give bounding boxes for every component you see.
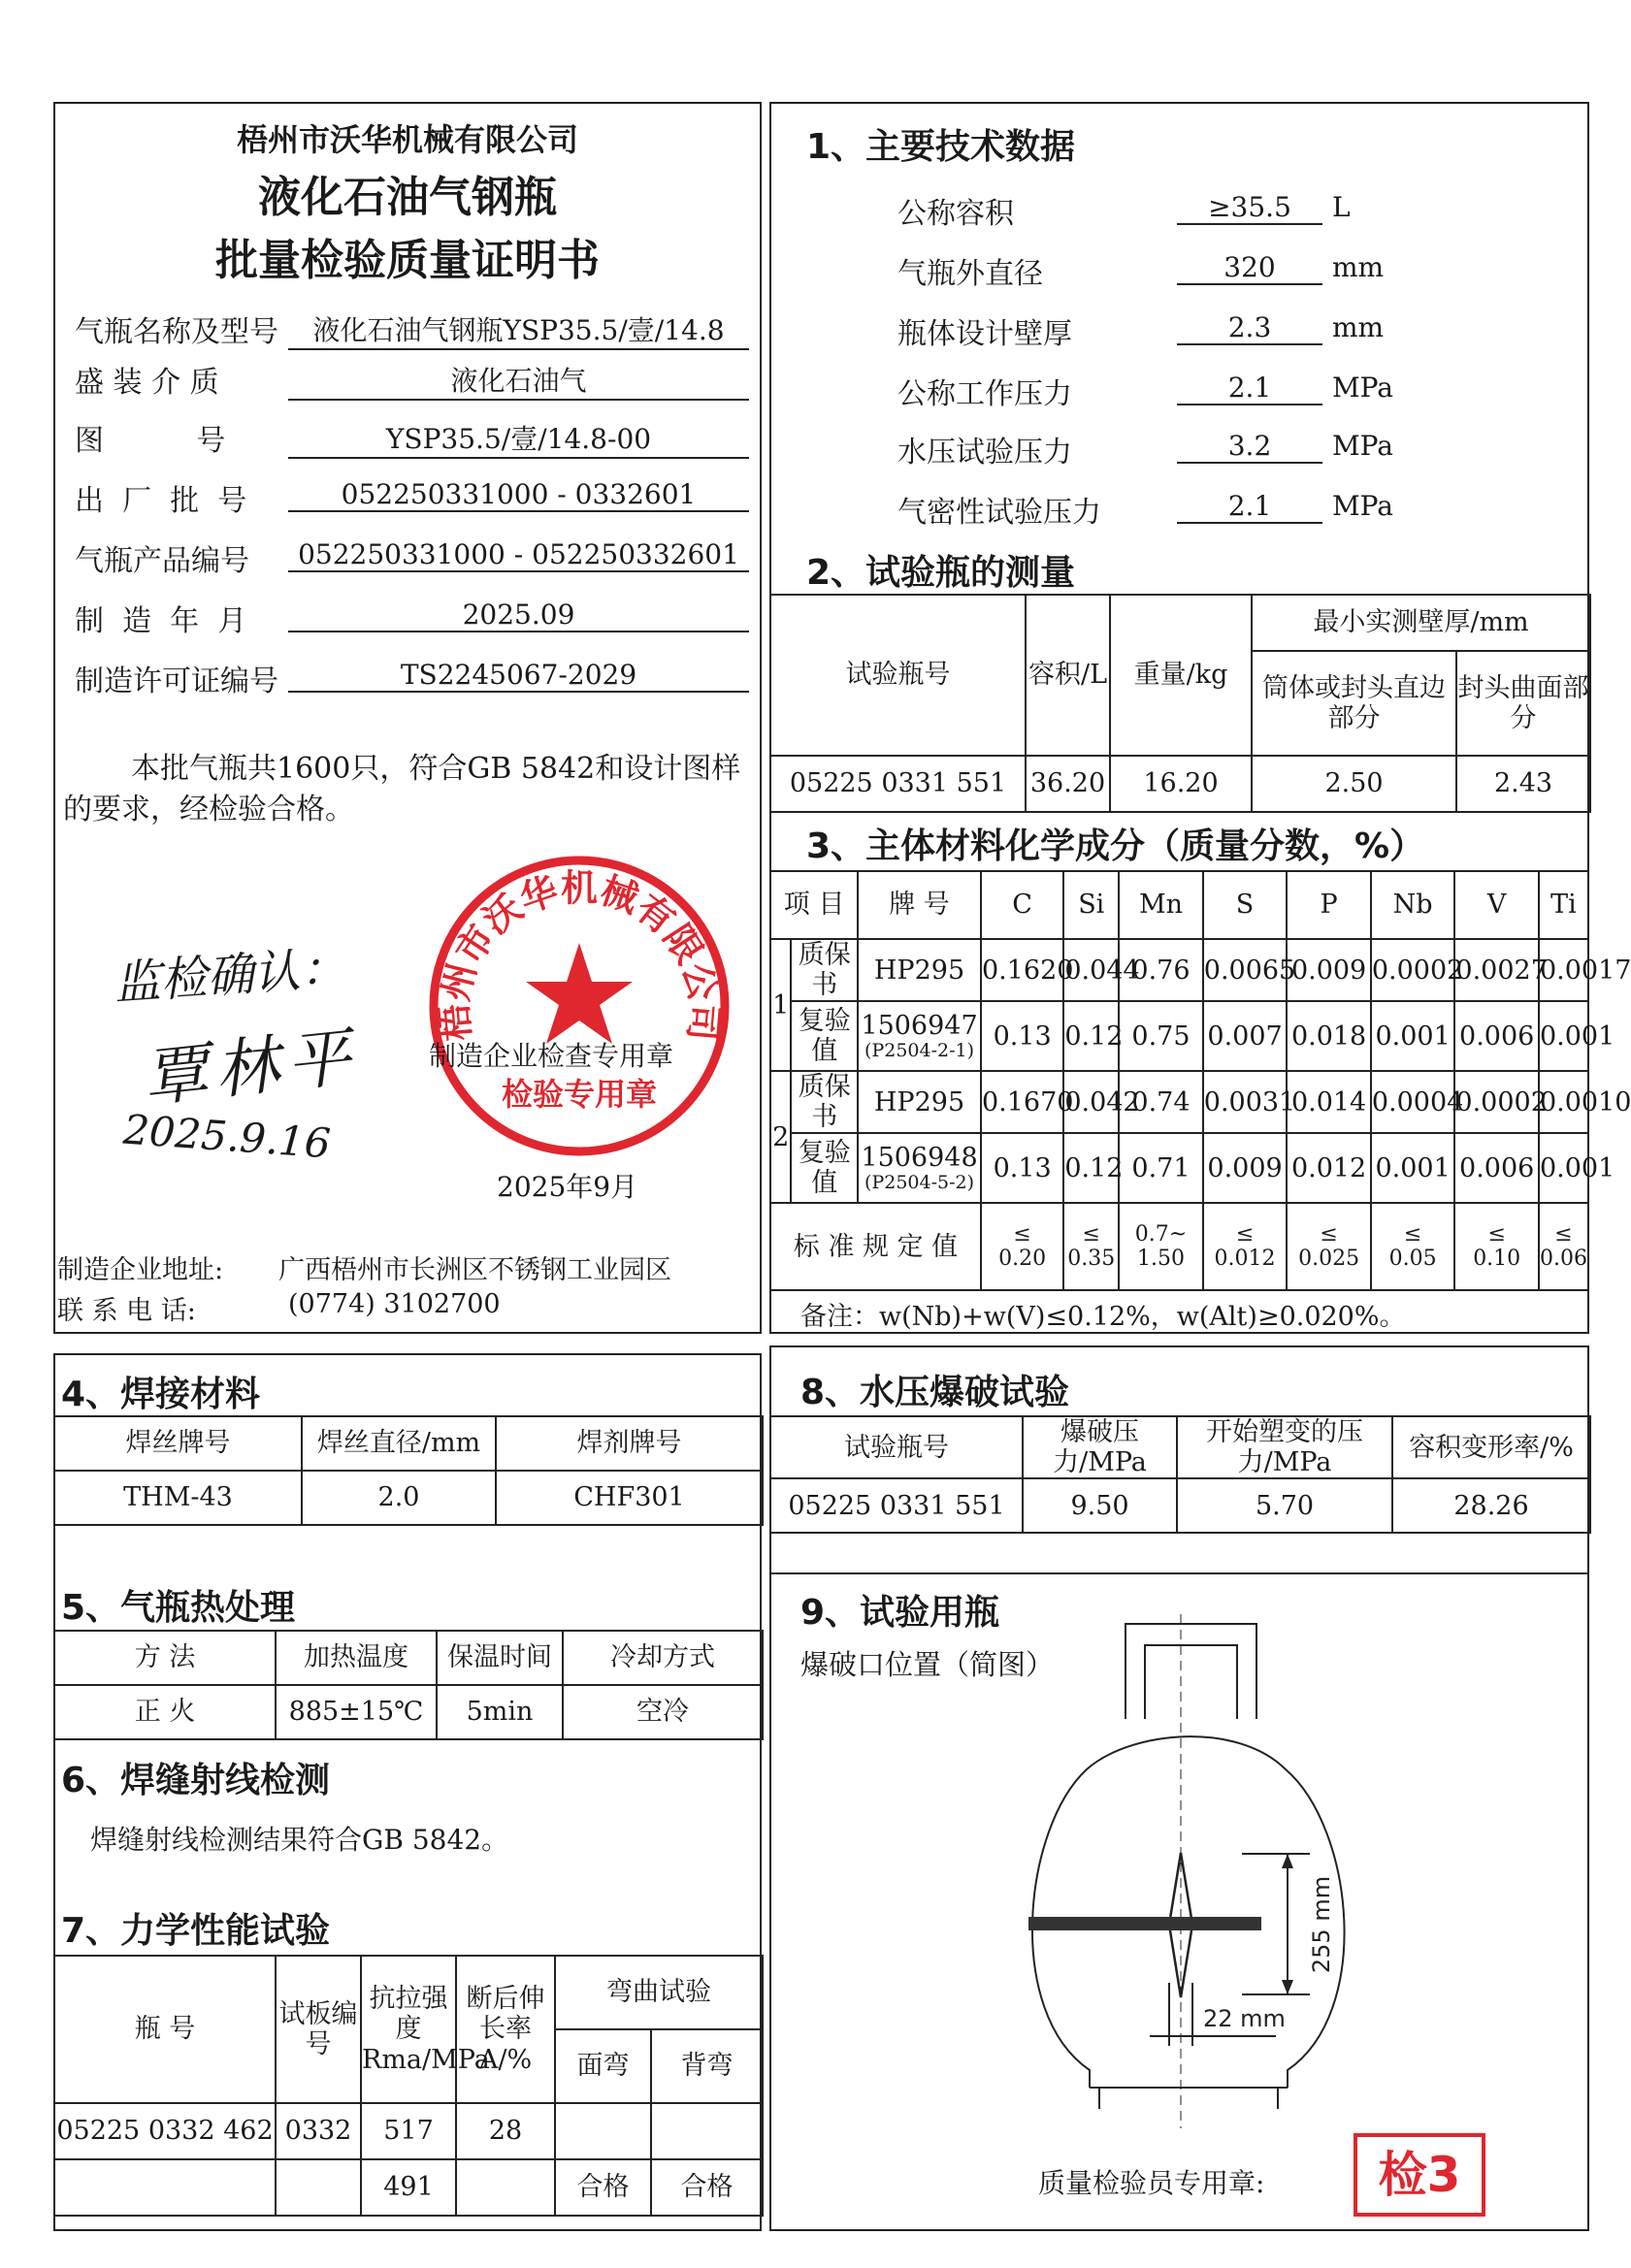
std-label: 标 准 规 定 值: [770, 1203, 981, 1290]
th-element: Nb: [1371, 871, 1455, 939]
th-diameter: 焊丝直径/mm: [302, 1416, 496, 1471]
tech-value: 2.3: [1177, 311, 1322, 345]
th-burst-pressure: 爆破压力/MPa: [1023, 1416, 1177, 1478]
group-id: 1: [770, 939, 791, 1071]
element-value: 0.1670: [981, 1071, 1063, 1133]
dimension-vertical: 255 mm: [1308, 1875, 1335, 1974]
element-value: 0.13: [981, 1133, 1063, 1203]
cell-bottle-no: 05225 0331 551: [770, 756, 1026, 812]
th-head: 封头曲面部分: [1456, 651, 1590, 756]
th-volume-ratio: 容积变形率/%: [1392, 1416, 1590, 1478]
element-value: 0.007: [1203, 1001, 1288, 1071]
chemistry-note: 备注：w(Nb)+w(V)≤0.12%，w(Alt)≥0.020%。: [800, 1302, 1406, 1332]
info-value: 2025.09: [288, 599, 749, 632]
tech-label: 气瓶外直径: [897, 257, 1043, 291]
element-value: 0.0004: [1371, 1071, 1455, 1133]
heat-treatment-table: [53, 1630, 764, 1740]
section-8-divider: [769, 1572, 1589, 1574]
section-5-title: 5、气瓶热处理: [61, 1588, 296, 1628]
cell-face: 合格: [555, 2159, 651, 2216]
row-grade: [858, 1071, 981, 1133]
cell-face-empty: [555, 2103, 651, 2159]
inspector-stamp: 检3: [1354, 2133, 1485, 2217]
th-burst-bottle: 试验瓶号: [770, 1416, 1023, 1478]
section-7-title: 7、力学性能试验: [61, 1911, 331, 1951]
cell-burst-pressure: 9.50: [1023, 1478, 1177, 1533]
element-value: 0.009: [1203, 1133, 1288, 1203]
cell-empty-a: [54, 2159, 276, 2216]
dimension-horizontal: 22 mm: [1203, 2005, 1286, 2032]
cell-weight: 16.20: [1110, 756, 1252, 812]
section-2-title: 2、试验瓶的测量: [806, 553, 1076, 593]
std-limit: ≤: [1320, 1221, 1338, 1247]
cell-head: 2.43: [1456, 756, 1590, 812]
std-value: [1371, 1203, 1455, 1290]
th-yield-pressure: 开始塑变的压力/MPa: [1177, 1416, 1392, 1478]
section-1-title: 1、主要技术数据: [806, 127, 1076, 167]
info-value: 液化石油气钢瓶YSP35.5/壹/14.8: [288, 309, 749, 350]
tech-value: 2.1: [1177, 372, 1322, 405]
certificate-panel: [53, 102, 762, 1334]
std-limit: ≤: [1554, 1221, 1573, 1247]
seal-caption: 制造企业检查专用章: [429, 1040, 674, 1072]
burst-table: [769, 1415, 1591, 1534]
th-element: Mn: [1119, 871, 1203, 939]
info-label: 图 号: [75, 424, 226, 458]
element-value: 0.13: [981, 1001, 1063, 1071]
th-tensile: 抗拉强度Rma/MPa: [361, 1956, 456, 2103]
section-8-title: 8、水压爆破试验: [800, 1373, 1070, 1412]
element-value: 0.74: [1119, 1071, 1203, 1133]
tech-unit: MPa: [1332, 490, 1393, 522]
element-value: 0.001: [1539, 1001, 1588, 1071]
address-label: 制造企业地址:: [57, 1255, 224, 1285]
signature-date: 2025.9.16: [121, 1105, 333, 1168]
th-cool: 冷却方式: [563, 1631, 763, 1685]
row-type: 质保书: [791, 939, 858, 1001]
element-value: 0.12: [1063, 1001, 1119, 1071]
technical-panel: [769, 102, 1631, 1334]
cell-burst-bottle: 05225 0331 551: [770, 1478, 1023, 1533]
cell-elongation: 28: [456, 2103, 555, 2159]
element-value: 0.006: [1454, 1133, 1539, 1203]
std-value: [1287, 1203, 1371, 1290]
th-bottle: 瓶 号: [54, 1956, 276, 2103]
tech-label: 公称容积: [897, 197, 1014, 231]
batch-statement: 本批气瓶共1600只，符合GB 5842和设计图样的要求，经检验合格。: [63, 752, 741, 826]
issue-date: 2025年9月: [497, 1171, 638, 1203]
process-panel: [53, 1353, 762, 2231]
std-value: [1119, 1203, 1203, 1290]
std-number: 0.20: [998, 1247, 1047, 1272]
th-grade: 牌 号: [858, 871, 981, 939]
address-value: 广西梧州市长洲区不锈钢工业园区: [278, 1255, 671, 1285]
th-elongation: 断后伸长率A/%: [456, 1956, 555, 2103]
std-value: [981, 1203, 1063, 1290]
tech-value: 320: [1177, 251, 1322, 285]
row-grade: [858, 1001, 981, 1071]
th-wire: 焊丝牌号: [54, 1416, 302, 1471]
cell-cool: 空冷: [563, 1685, 763, 1739]
cell-back: 合格: [651, 2159, 763, 2216]
element-value: 0.1620: [981, 939, 1063, 1001]
std-value: [1203, 1203, 1288, 1290]
tech-unit: MPa: [1332, 430, 1393, 462]
th-plate: 试板编号: [276, 1956, 361, 2103]
welding-table: [53, 1415, 764, 1526]
tech-unit: MPa: [1332, 372, 1393, 404]
cell-plate: 0332: [276, 2103, 361, 2159]
tech-unit: mm: [1332, 251, 1385, 283]
tech-label: 气密性试验压力: [897, 496, 1101, 530]
th-min-wall: 最小实测壁厚/mm: [1252, 595, 1590, 651]
info-label: 气瓶产品编号: [75, 544, 249, 578]
cell-back-empty: [651, 2103, 763, 2159]
std-value: [1063, 1203, 1119, 1290]
cell-bottle: 05225 0332 462: [54, 2103, 276, 2159]
element-value: 0.001: [1371, 1001, 1455, 1071]
cell-temp: 885±15℃: [276, 1685, 437, 1739]
mechanical-table: [53, 1955, 764, 2217]
element-value: 0.0065: [1203, 939, 1288, 1001]
row-type: 质保书: [791, 1071, 858, 1133]
th-element: Si: [1063, 871, 1119, 939]
element-value: 0.0031: [1203, 1071, 1288, 1133]
info-label: 气瓶名称及型号: [75, 315, 278, 349]
tech-label: 公称工作压力: [897, 377, 1072, 411]
std-limit: ≤: [1403, 1221, 1422, 1247]
document-subtitle: 批量检验质量证明书: [215, 236, 600, 285]
cell-empty-c: [456, 2159, 555, 2216]
element-value: 0.0010: [1539, 1071, 1588, 1133]
grade-main: HP295: [873, 955, 965, 986]
element-value: 0.042: [1063, 1071, 1119, 1133]
tech-label: 水压试验压力: [897, 436, 1072, 470]
phone-value: (0774) 3102700: [288, 1289, 501, 1319]
th-weight: 重量/kg: [1110, 595, 1252, 756]
element-value: 0.76: [1119, 939, 1203, 1001]
std-value: [1539, 1203, 1588, 1290]
info-label: 制造许可证编号: [75, 664, 278, 698]
row-grade: [858, 939, 981, 1001]
cylinder-diagram: [1033, 1604, 1557, 2128]
std-number: 0.05: [1388, 1247, 1437, 1272]
std-number: 0.06: [1539, 1247, 1587, 1272]
cell-empty-b: [276, 2159, 361, 2216]
seal-bottom-text: 检验专用章: [501, 1076, 658, 1113]
th-element: Ti: [1539, 871, 1588, 939]
th-flux: 焊剂牌号: [496, 1416, 763, 1471]
th-cylinder: 筒体或封头直边部分: [1252, 651, 1456, 756]
info-label: 盛 装 介 质: [75, 366, 219, 400]
grade-main: HP295: [873, 1086, 965, 1118]
grade-sub: (P2504-5-2): [864, 1171, 975, 1193]
chemistry-table: [769, 870, 1631, 1291]
burst-location-caption: 爆破口位置（简图）: [800, 1648, 1055, 1681]
element-value: 0.009: [1287, 939, 1371, 1001]
document-title: 液化石油气钢瓶: [258, 173, 557, 222]
std-limit: ≤: [1235, 1221, 1255, 1247]
element-value: 0.044: [1063, 939, 1119, 1001]
th-bend: 弯曲试验: [555, 1956, 763, 2029]
std-number: 1.50: [1137, 1247, 1185, 1272]
cell-volume: 36.20: [1026, 756, 1110, 812]
th-element: C: [981, 871, 1063, 939]
std-limit: ≤: [1013, 1221, 1031, 1247]
std-number: 0.35: [1067, 1247, 1116, 1272]
th-volume: 容积/L: [1026, 595, 1110, 756]
inspector-stamp-label: 质量检验员专用章:: [1038, 2167, 1265, 2199]
info-label: 制 造 年 月: [75, 604, 247, 638]
th-method: 方 法: [54, 1631, 276, 1685]
element-value: 0.014: [1287, 1071, 1371, 1133]
th-temp: 加热温度: [276, 1631, 437, 1685]
th-item: 项 目: [770, 871, 858, 939]
phone-label: 联 系 电 话:: [57, 1296, 196, 1326]
th-bottle-no: 试验瓶号: [770, 595, 1026, 756]
th-back-bend: 背弯: [651, 2029, 763, 2103]
cell-cylinder: 2.50: [1252, 756, 1456, 812]
std-limit: ≤: [1082, 1221, 1100, 1247]
element-value: 0.0017: [1539, 939, 1588, 1001]
seal-ring-text: 梧州市沃华机械有限公司: [432, 866, 727, 1043]
info-value: TS2245067-2029: [288, 659, 749, 693]
cell-tensile-1: 517: [361, 2103, 456, 2159]
tech-value: 3.2: [1177, 430, 1322, 464]
burst-panel: [769, 1345, 1589, 2231]
element-value: 0.0027: [1454, 939, 1539, 1001]
row-grade: [858, 1133, 981, 1203]
radiography-result: 焊缝射线检测结果符合GB 5842。: [90, 1824, 509, 1856]
cell-tensile-2: 491: [361, 2159, 456, 2216]
th-hold: 保温时间: [437, 1631, 563, 1685]
info-value: YSP35.5/壹/14.8-00: [288, 418, 749, 459]
signature-name: 覃林平: [140, 1019, 363, 1117]
std-number: 0.025: [1298, 1247, 1360, 1272]
element-value: 0.71: [1119, 1133, 1203, 1203]
element-value: 0.0002: [1454, 1071, 1539, 1133]
std-number: 0.012: [1214, 1247, 1276, 1272]
element-value: 0.018: [1287, 1001, 1371, 1071]
tech-unit: L: [1332, 191, 1351, 223]
element-value: 0.75: [1119, 1001, 1203, 1071]
row-type: 复验值: [791, 1001, 858, 1071]
tech-value: ≥35.5: [1177, 191, 1322, 225]
cell-hold: 5min: [437, 1685, 563, 1739]
cell-diameter: 2.0: [302, 1471, 496, 1525]
section-9-title: 9、试验用瓶: [800, 1593, 1000, 1633]
cell-volume-ratio: 28.26: [1392, 1478, 1590, 1533]
th-element: V: [1454, 871, 1539, 939]
info-value: 052250331000 - 0332601: [288, 478, 749, 512]
section-3-title: 3、主体材料化学成分（质量分数，%）: [806, 826, 1425, 866]
cell-wire: THM-43: [54, 1471, 302, 1525]
tech-label: 瓶体设计壁厚: [897, 317, 1072, 351]
std-limit: 0.7~: [1134, 1221, 1188, 1247]
info-label: 出 厂 批 号: [75, 484, 247, 518]
element-value: 0.012: [1287, 1133, 1371, 1203]
element-value: 0.0002: [1371, 939, 1455, 1001]
signature-label: 监检确认：: [112, 940, 348, 1012]
th-element: S: [1203, 871, 1288, 939]
info-value: 052250331000 - 052250332601: [288, 538, 749, 572]
std-number: 0.10: [1473, 1247, 1521, 1272]
tech-value: 2.1: [1177, 490, 1322, 524]
std-value: [1454, 1203, 1539, 1290]
cell-flux: CHF301: [496, 1471, 763, 1525]
element-value: 0.006: [1454, 1001, 1539, 1071]
element-value: 0.001: [1539, 1133, 1588, 1203]
th-element: P: [1287, 871, 1371, 939]
grade-main: 1506948: [861, 1142, 978, 1173]
element-value: 0.001: [1371, 1133, 1455, 1203]
th-face-bend: 面弯: [555, 2029, 651, 2103]
cell-method: 正 火: [54, 1685, 276, 1739]
company-seal: [424, 851, 734, 1161]
section-6-title: 6、焊缝射线检测: [61, 1761, 331, 1800]
grade-main: 1506947: [861, 1010, 978, 1041]
section-4-title: 4、焊接材料: [61, 1375, 261, 1414]
company-name: 梧州市沃华机械有限公司: [236, 121, 578, 158]
element-value: 0.12: [1063, 1133, 1119, 1203]
cell-yield-pressure: 5.70: [1177, 1478, 1392, 1533]
row-type: 复验值: [791, 1133, 858, 1203]
measurement-table: [769, 594, 1591, 813]
std-limit: ≤: [1487, 1221, 1506, 1247]
grade-sub: (P2504-2-1): [864, 1039, 975, 1061]
group-id: 2: [770, 1071, 791, 1203]
tech-unit: mm: [1332, 311, 1385, 343]
info-value: 液化石油气: [288, 360, 749, 401]
